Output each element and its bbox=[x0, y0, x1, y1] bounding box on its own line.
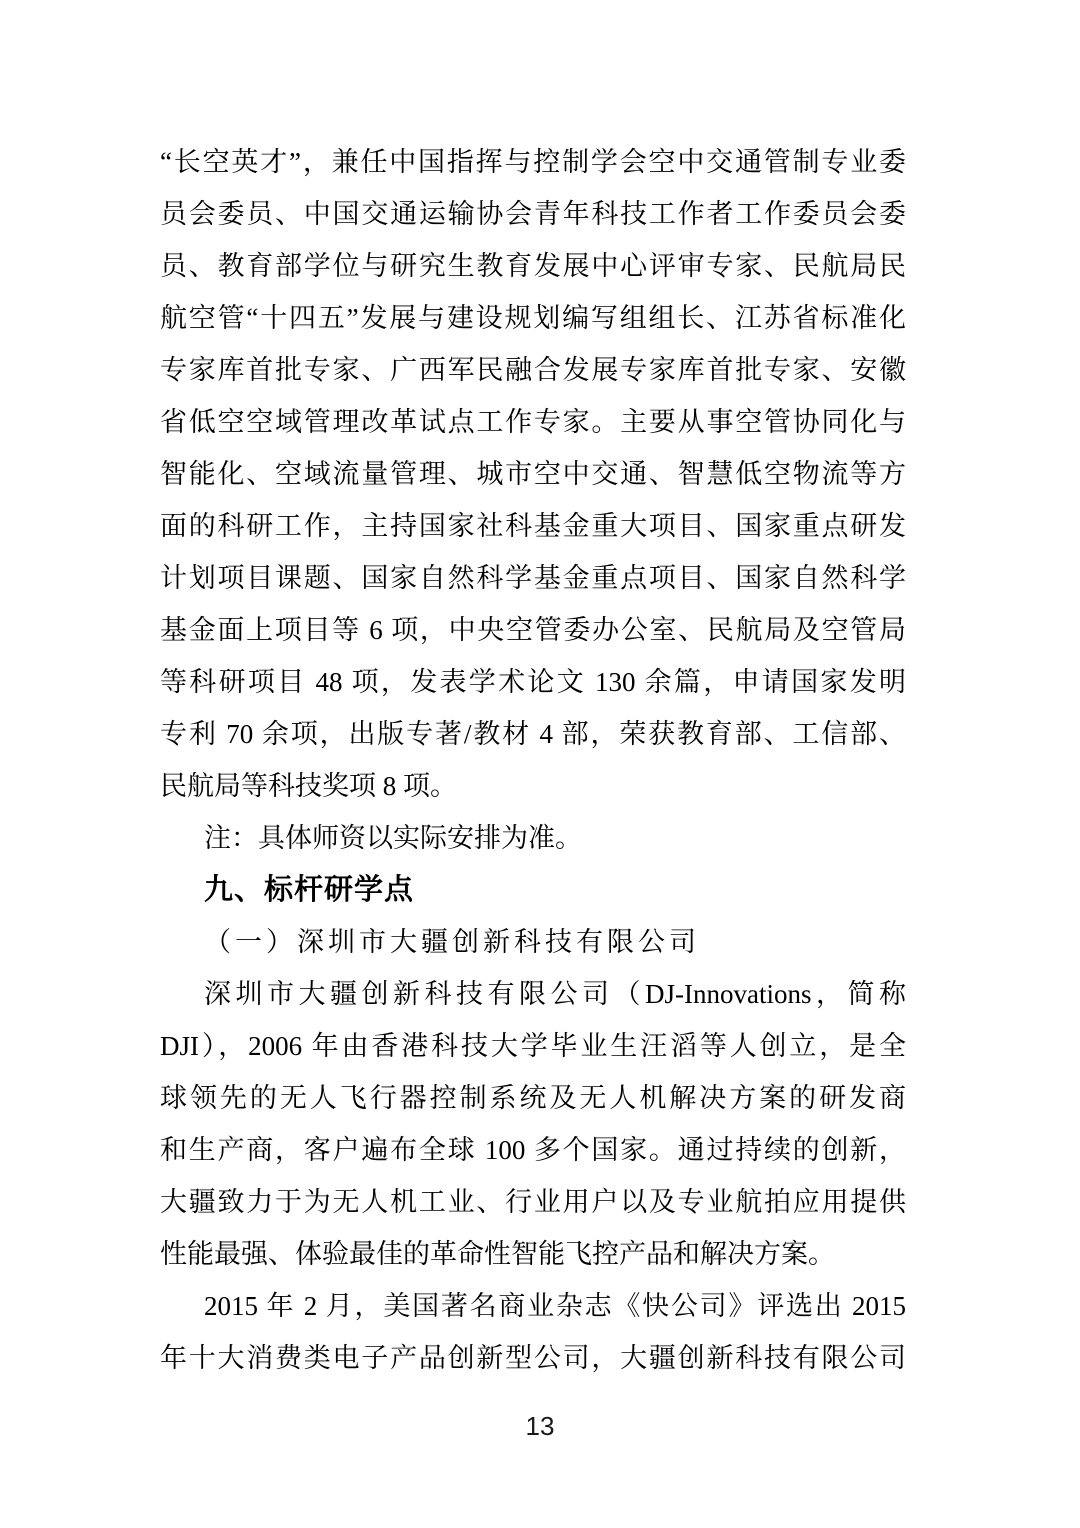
text-line: 大疆致力于为无人机工业、行业用户以及专业航拍应用提供 bbox=[160, 1187, 906, 1217]
text-line: 年十大消费类电子产品创新型公司，大疆创新科技有限公司 bbox=[160, 1343, 906, 1373]
text-line: “长空英才”，兼任中国指挥与控制学会空中交通管制专业委 bbox=[160, 147, 906, 177]
text-line: 球领先的无人飞行器控制系统及无人机解决方案的研发商 bbox=[160, 1083, 906, 1113]
text-line: 专利 70 余项，出版专著/教材 4 部，荣获教育部、工信部、 bbox=[160, 719, 906, 749]
paragraph-last-line: 性能最强、体验最佳的革命性智能飞控产品和解决方案。 bbox=[160, 1239, 835, 1269]
text-line: 计划项目课题、国家自然科学基金重点项目、国家自然科学 bbox=[160, 563, 906, 593]
text-line: 基金面上项目等 6 项，中央空管委办公室、民航局及空管局 bbox=[160, 615, 906, 645]
text-line: 员会委员、中国交通运输协会青年科技工作者工作委员会委 bbox=[160, 199, 906, 229]
text-line: 专家库首批专家、广西军民融合发展专家库首批专家、安徽 bbox=[160, 355, 906, 385]
document-body bbox=[160, 136, 906, 1384]
paragraph-last-line: 民航局等科技奖项 8 项。 bbox=[160, 771, 457, 801]
text-line: 深圳市大疆创新科技有限公司（DJ-Innovations，简称 bbox=[204, 979, 906, 1009]
subsection-heading: （一）深圳市大疆创新科技有限公司 bbox=[204, 927, 700, 957]
text-line: DJI），2006 年由香港科技大学毕业生汪滔等人创立，是全 bbox=[160, 1031, 906, 1061]
text-line: 智能化、空域流量管理、城市空中交通、智慧低空物流等方 bbox=[160, 459, 906, 489]
text-line: 省低空空域管理改革试点工作专家。主要从事空管协同化与 bbox=[160, 407, 906, 437]
text-line: 和生产商，客户遍布全球 100 多个国家。通过持续的创新， bbox=[160, 1135, 906, 1165]
text-line: 2015 年 2 月，美国著名商业杂志《快公司》评选出 2015 bbox=[204, 1291, 906, 1321]
text-line: 等科研项目 48 项，发表学术论文 130 余篇，申请国家发明 bbox=[160, 667, 906, 697]
text-line: 员、教育部学位与研究生教育发展中心评审专家、民航局民 bbox=[160, 251, 906, 281]
text-line: 面的科研工作，主持国家社科基金重大项目、国家重点研发 bbox=[160, 511, 906, 541]
page-number: 13 bbox=[525, 1411, 555, 1441]
section-heading: 九、标杆研学点 bbox=[204, 874, 415, 906]
text-line: 航空管“十四五”发展与建设规划编写组组长、江苏省标准化 bbox=[160, 303, 906, 333]
note-line: 注：具体师资以实际安排为准。 bbox=[204, 823, 582, 853]
